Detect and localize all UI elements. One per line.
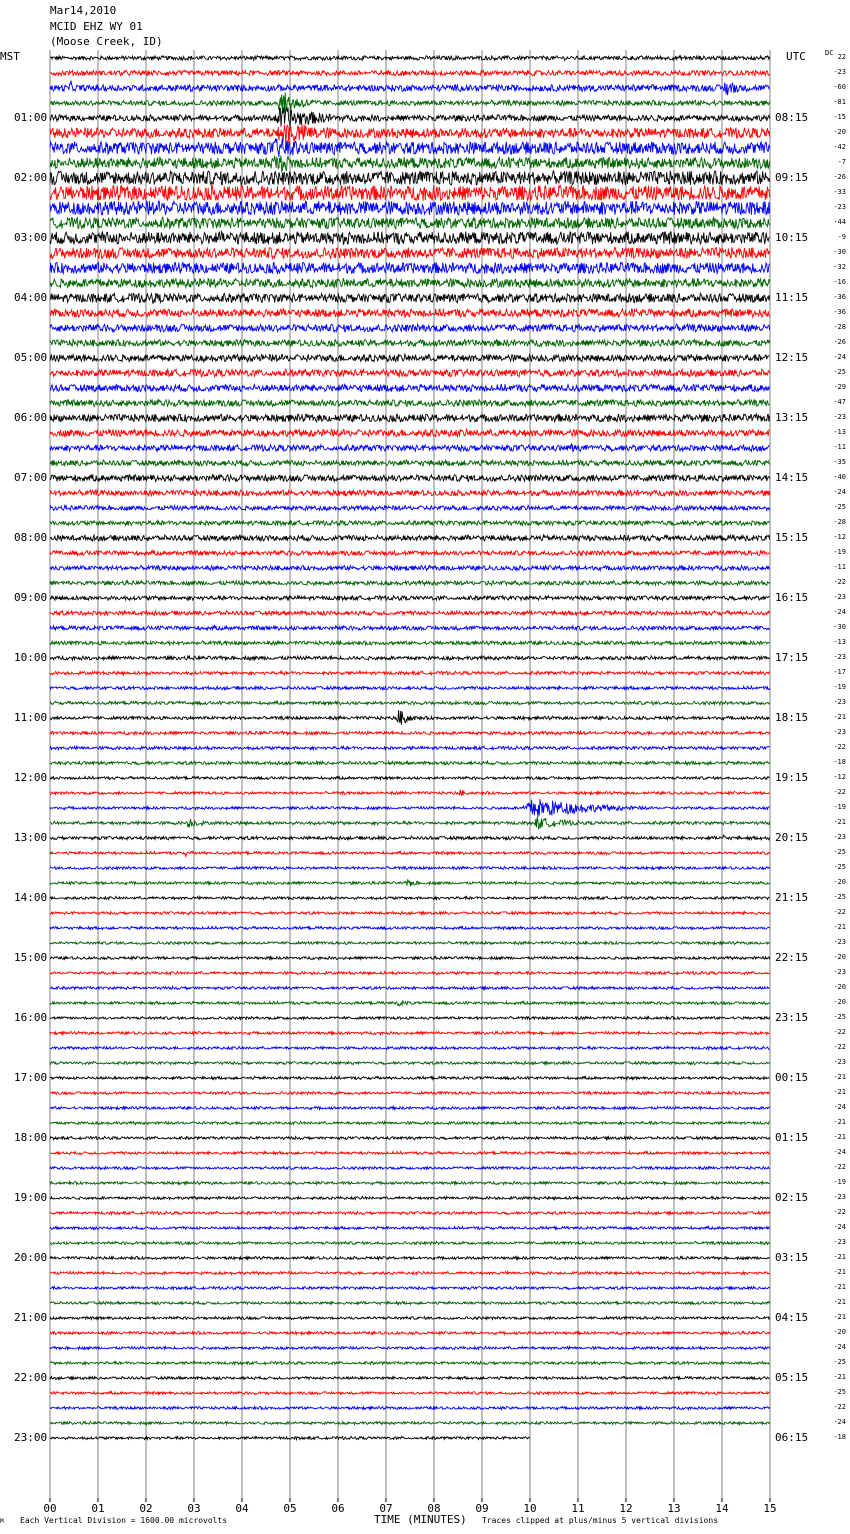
trace-82 <box>50 1286 770 1289</box>
trace-65 <box>50 1032 770 1035</box>
trace-43 <box>50 701 770 705</box>
trace-13 <box>50 247 770 258</box>
seismic-traces <box>50 56 770 1440</box>
trace-8 <box>50 171 770 185</box>
dc-offset-label: -16 <box>833 278 846 286</box>
dc-offset-label: -30 <box>833 623 846 631</box>
trace-79 <box>50 1241 770 1244</box>
utc-hour-label: 12:15 <box>775 351 809 364</box>
trace-19 <box>50 340 770 347</box>
mst-hour-label: 08:00 <box>14 531 48 544</box>
trace-72 <box>50 1136 770 1139</box>
mst-hour-label: 04:00 <box>14 291 48 304</box>
dc-offset-label: -22 <box>833 1208 846 1216</box>
mst-hour-label: 02:00 <box>14 171 48 184</box>
dc-offset-label: -13 <box>833 428 846 436</box>
trace-80 <box>50 1257 770 1260</box>
trace-90 <box>50 1406 770 1409</box>
dc-offset-label: -23 <box>833 1058 846 1066</box>
dc-offset-label: -25 <box>833 1388 846 1396</box>
utc-hour-label: 20:15 <box>775 831 809 844</box>
mst-hour-label: 09:00 <box>14 591 48 604</box>
x-tick-label: 12 <box>619 1502 633 1515</box>
dc-offset-label: -21 <box>833 1073 846 1081</box>
dc-offset-label: -20 <box>833 878 846 886</box>
trace-40 <box>50 656 770 660</box>
dc-offset-label: -7 <box>837 158 846 166</box>
clip-note: Traces clipped at plus/minus 5 vertical divisions <box>482 1516 719 1525</box>
trace-10 <box>50 201 770 215</box>
dc-offset-label: -42 <box>833 143 846 151</box>
dc-offset-label: -24 <box>833 1418 846 1426</box>
trace-54 <box>50 866 770 869</box>
utc-hour-label: 13:15 <box>775 411 809 424</box>
dc-offset-label: -81 <box>833 98 846 106</box>
dc-offset-label: -23 <box>833 593 846 601</box>
dc-offset-label: -29 <box>833 383 846 391</box>
trace-1 <box>50 70 770 76</box>
dc-offset-label: -21 <box>833 1313 846 1321</box>
trace-36 <box>50 596 770 601</box>
dc-offset-label: -11 <box>833 563 846 571</box>
x-tick-label: 11 <box>571 1502 585 1515</box>
dc-offset-label: -23 <box>833 68 846 76</box>
trace-44 <box>50 710 770 725</box>
trace-35 <box>50 581 770 586</box>
utc-hour-label: 23:15 <box>775 1011 809 1024</box>
mst-hour-label: 18:00 <box>14 1131 48 1144</box>
dc-offset-label: -21 <box>833 818 846 826</box>
trace-3 <box>50 93 770 114</box>
trace-0 <box>50 56 770 61</box>
trace-71 <box>50 1121 770 1124</box>
x-tick-label: 03 <box>187 1502 201 1515</box>
dc-offset-label: -21 <box>833 1268 846 1276</box>
dc-offset-label: -20 <box>833 983 846 991</box>
trace-30 <box>50 505 770 510</box>
trace-4 <box>50 107 770 127</box>
mst-hour-label: 03:00 <box>14 231 48 244</box>
utc-hour-label: 10:15 <box>775 231 809 244</box>
dc-offset-label: -21 <box>833 713 846 721</box>
mst-hour-label: 21:00 <box>14 1311 48 1324</box>
trace-89 <box>50 1392 770 1395</box>
trace-24 <box>50 414 770 422</box>
dc-offset-label: -25 <box>833 1358 846 1366</box>
trace-63 <box>50 1000 770 1006</box>
dc-offset-label: -19 <box>833 1178 846 1186</box>
dc-offset-label: -12 <box>833 533 846 541</box>
trace-56 <box>50 896 770 899</box>
trace-86 <box>50 1346 770 1349</box>
trace-45 <box>50 731 770 735</box>
x-tick-label: 06 <box>331 1502 345 1515</box>
mst-hour-label: 05:00 <box>14 351 48 364</box>
dc-offset-label: -36 <box>833 308 846 316</box>
dc-offset-label: -28 <box>833 323 846 331</box>
trace-69 <box>50 1091 770 1094</box>
trace-64 <box>50 1016 770 1019</box>
mst-hour-label: 22:00 <box>14 1371 48 1384</box>
utc-hour-label: 17:15 <box>775 651 809 664</box>
dc-offset-label: -33 <box>833 188 846 196</box>
trace-50 <box>50 799 770 817</box>
utc-hour-label: 00:15 <box>775 1071 809 1084</box>
dc-offset-label: -21 <box>833 1133 846 1141</box>
trace-74 <box>50 1166 770 1169</box>
dc-offset-label: -44 <box>833 218 846 226</box>
trace-85 <box>50 1332 770 1335</box>
dc-offset-label: -19 <box>833 548 846 556</box>
dc-offset-label: -23 <box>833 698 846 706</box>
trace-5 <box>50 125 770 145</box>
dc-offset-label: -18 <box>833 1433 846 1441</box>
trace-31 <box>50 521 770 526</box>
trace-6 <box>50 138 770 157</box>
trace-29 <box>50 490 770 496</box>
x-tick-label: 07 <box>379 1502 393 1515</box>
dc-offset-label: -21 <box>833 1373 846 1381</box>
trace-66 <box>50 1046 770 1049</box>
dc-offset-label: -47 <box>833 398 846 406</box>
mst-hour-label: 10:00 <box>14 651 48 664</box>
dc-offset-label: -28 <box>833 518 846 526</box>
trace-77 <box>50 1211 770 1214</box>
mst-hour-label: 12:00 <box>14 771 48 784</box>
utc-axis-title: UTC <box>786 50 806 63</box>
dc-offset-label: -25 <box>833 503 846 511</box>
trace-91 <box>50 1421 770 1424</box>
dc-offset-label: -24 <box>833 488 846 496</box>
mst-axis-title: MST <box>0 50 20 63</box>
dc-offset-label: -24 <box>833 1343 846 1351</box>
trace-32 <box>50 535 770 541</box>
mst-hour-label: 23:00 <box>14 1431 48 1444</box>
utc-hour-label: 11:15 <box>775 291 809 304</box>
trace-57 <box>50 912 770 915</box>
utc-hour-label: 04:15 <box>775 1311 809 1324</box>
x-tick-label: 08 <box>427 1502 441 1515</box>
x-axis-label: TIME (MINUTES) <box>374 1513 467 1526</box>
mst-hour-label: 06:00 <box>14 411 48 424</box>
dc-offset-label: -24 <box>833 1103 846 1111</box>
dc-offset-label: -23 <box>833 938 846 946</box>
dc-offset-label: -11 <box>833 443 846 451</box>
utc-hour-label: 14:15 <box>775 471 809 484</box>
dc-offset-label: -23 <box>833 653 846 661</box>
dc-offset-label: -19 <box>833 803 846 811</box>
dc-offset-label: -22 <box>833 1043 846 1051</box>
dc-offset-label: -13 <box>833 638 846 646</box>
trace-70 <box>50 1107 770 1110</box>
trace-9 <box>50 185 770 200</box>
trace-15 <box>50 278 770 288</box>
dc-offset-label: -22 <box>833 578 846 586</box>
trace-28 <box>50 475 770 482</box>
utc-hour-label: 08:15 <box>775 111 809 124</box>
trace-20 <box>50 354 770 362</box>
trace-83 <box>50 1301 770 1304</box>
dc-offset-label: -12 <box>833 773 846 781</box>
dc-offset-label: -21 <box>833 1088 846 1096</box>
trace-46 <box>50 746 770 750</box>
dc-offset-label: -23 <box>833 413 846 421</box>
trace-87 <box>50 1361 770 1364</box>
dc-offset-label: -20 <box>833 998 846 1006</box>
dc-offset-label: -26 <box>833 173 846 181</box>
dc-offset-label: -22 <box>833 1163 846 1171</box>
x-tick-label: 00 <box>43 1502 57 1515</box>
trace-7 <box>50 155 770 171</box>
logo-mark: M <box>0 1518 4 1525</box>
trace-73 <box>50 1151 770 1154</box>
x-tick-label: 05 <box>283 1502 297 1515</box>
trace-51 <box>50 817 770 829</box>
trace-59 <box>50 941 770 944</box>
x-tick-label: 14 <box>715 1502 729 1515</box>
dc-offset-label: 22 <box>837 53 846 61</box>
trace-25 <box>50 429 770 437</box>
dc-offset-label: -22 <box>833 788 846 796</box>
trace-33 <box>50 551 770 556</box>
trace-37 <box>50 611 770 616</box>
trace-53 <box>50 851 770 856</box>
mst-hour-label: 16:00 <box>14 1011 48 1024</box>
x-tick-label: 10 <box>523 1502 537 1515</box>
dc-offset-label: -23 <box>833 1193 846 1201</box>
dc-offset-label: -24 <box>833 608 846 616</box>
utc-hour-label: 22:15 <box>775 951 809 964</box>
dc-offset-label: -21 <box>833 1283 846 1291</box>
trace-27 <box>50 460 770 466</box>
date-label: Mar14,2010 <box>50 4 117 17</box>
trace-12 <box>50 232 770 245</box>
utc-hour-label: 05:15 <box>775 1371 809 1384</box>
dc-offset-label: -17 <box>833 668 846 676</box>
trace-52 <box>50 835 770 840</box>
trace-18 <box>50 324 770 332</box>
dc-offset-label: -18 <box>833 758 846 766</box>
dc-offset-label: -24 <box>833 1148 846 1156</box>
trace-84 <box>50 1316 770 1319</box>
trace-26 <box>50 444 770 452</box>
utc-hour-label: 03:15 <box>775 1251 809 1264</box>
trace-76 <box>50 1196 770 1199</box>
scale-note: Each Vertical Division = 1600.00 microvolts <box>20 1516 228 1525</box>
dc-offset-label: -24 <box>833 1223 846 1231</box>
trace-61 <box>50 971 770 974</box>
trace-16 <box>50 293 770 303</box>
dc-offset-label: -26 <box>833 338 846 346</box>
trace-42 <box>50 686 770 690</box>
dc-offset-label: -25 <box>833 863 846 871</box>
x-tick-label: 02 <box>139 1502 153 1515</box>
dc-offset-label: -25 <box>833 893 846 901</box>
trace-68 <box>50 1076 770 1079</box>
location-label: (Moose Creek, ID) <box>50 35 163 48</box>
mst-hour-label: 14:00 <box>14 891 48 904</box>
mst-hour-label: 19:00 <box>14 1191 48 1204</box>
trace-41 <box>50 671 770 675</box>
dc-offset-label: -30 <box>833 248 846 256</box>
utc-hour-label: 06:15 <box>775 1431 809 1444</box>
dc-offset-label: -23 <box>833 728 846 736</box>
dc-offset-label: -23 <box>833 1238 846 1246</box>
trace-58 <box>50 926 770 929</box>
dc-offset-label: -22 <box>833 1028 846 1036</box>
utc-hour-label: 19:15 <box>775 771 809 784</box>
trace-47 <box>50 761 770 765</box>
dc-offset-label: -25 <box>833 1013 846 1021</box>
x-tick-label: 09 <box>475 1502 489 1515</box>
trace-88 <box>50 1376 770 1379</box>
utc-hour-label: 18:15 <box>775 711 809 724</box>
utc-hour-label: 01:15 <box>775 1131 809 1144</box>
trace-14 <box>50 262 770 273</box>
trace-2 <box>50 81 770 96</box>
trace-21 <box>50 369 770 377</box>
trace-49 <box>50 790 770 796</box>
dc-offset-label: -25 <box>833 848 846 856</box>
trace-55 <box>50 879 770 886</box>
station-label: MCID EHZ WY 01 <box>50 20 143 33</box>
dc-offset-label: -20 <box>833 1328 846 1336</box>
dc-offset-label: -24 <box>833 353 846 361</box>
dc-offset-label: -22 <box>833 743 846 751</box>
trace-62 <box>50 987 770 990</box>
dc-offset-label: -25 <box>833 368 846 376</box>
dc-offset-label: -22 <box>833 908 846 916</box>
dc-offset-label: -21 <box>833 1298 846 1306</box>
trace-81 <box>50 1271 770 1274</box>
trace-23 <box>50 400 770 407</box>
mst-hour-label: 20:00 <box>14 1251 48 1264</box>
trace-11 <box>50 217 770 228</box>
trace-38 <box>50 626 770 631</box>
dc-offset-label: -21 <box>833 923 846 931</box>
dc-offset-label: -23 <box>833 968 846 976</box>
trace-75 <box>50 1182 770 1185</box>
trace-48 <box>50 776 770 779</box>
dc-offset-label: -40 <box>833 473 846 481</box>
mst-hour-label: 11:00 <box>14 711 48 724</box>
utc-hour-label: 02:15 <box>775 1191 809 1204</box>
dc-offset-label: -23 <box>833 203 846 211</box>
x-tick-label: 15 <box>763 1502 777 1515</box>
dc-offset-label: -19 <box>833 683 846 691</box>
dc-offset-label: -23 <box>833 833 846 841</box>
trace-60 <box>50 957 770 960</box>
x-tick-label: 04 <box>235 1502 249 1515</box>
trace-17 <box>50 309 770 318</box>
mst-hour-label: 13:00 <box>14 831 48 844</box>
trace-67 <box>50 1062 770 1065</box>
dc-offset-label: -9 <box>837 233 846 241</box>
dc-offset-label: -20 <box>833 128 846 136</box>
utc-hour-label: 09:15 <box>775 171 809 184</box>
mst-hour-label: 17:00 <box>14 1071 48 1084</box>
dc-offset-label: -20 <box>833 953 846 961</box>
mst-hour-label: 07:00 <box>14 471 48 484</box>
mst-hour-label: 15:00 <box>14 951 48 964</box>
x-tick-label: 01 <box>91 1502 105 1515</box>
dc-offset-label: -60 <box>833 83 846 91</box>
trace-22 <box>50 384 770 391</box>
utc-hour-label: 21:15 <box>775 891 809 904</box>
utc-hour-label: 15:15 <box>775 531 809 544</box>
utc-hour-label: 16:15 <box>775 591 809 604</box>
mst-hour-label: 01:00 <box>14 111 48 124</box>
dc-offset-label: -36 <box>833 293 846 301</box>
x-tick-label: 13 <box>667 1502 681 1515</box>
dc-offset-label: -21 <box>833 1253 846 1261</box>
trace-78 <box>50 1226 770 1229</box>
dc-offset-label: -32 <box>833 263 846 271</box>
trace-34 <box>50 565 770 570</box>
dc-title: DC <box>825 49 834 57</box>
dc-offset-label: -22 <box>833 1403 846 1411</box>
dc-offset-label: -15 <box>833 113 846 121</box>
dc-offset-label: -35 <box>833 458 846 466</box>
trace-39 <box>50 641 770 645</box>
dc-offset-label: -21 <box>833 1118 846 1126</box>
